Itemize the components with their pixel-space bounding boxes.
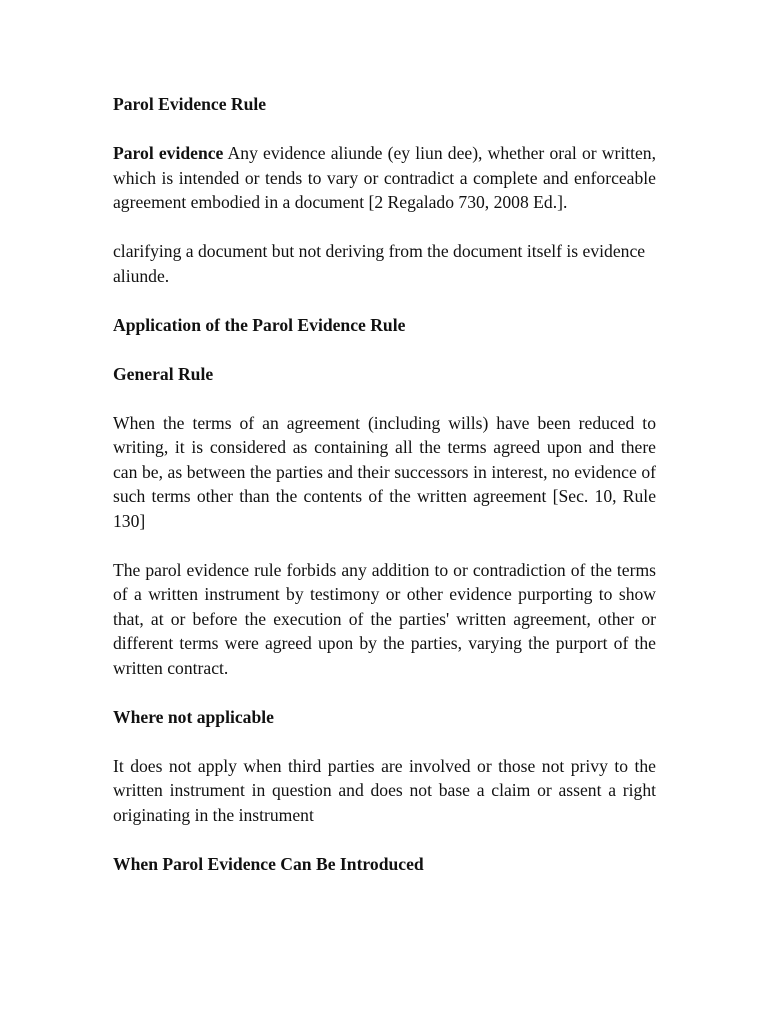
- definition-term: Parol evidence: [113, 143, 224, 163]
- general-rule-paragraph-2: The parol evidence rule forbids any addition to or contradiction of the terms of a written instrument by testimony or other evidence purporting to show that, at or before the execution of the parties' written agreement, other or different terms were agreed upon by the parties, varying the purport of the written contract.: [113, 559, 656, 678]
- definition-paragraph: [113, 141, 656, 215]
- general-rule-paragraph-1: When the terms of an agreement (including wills) have been reduced to writing, it is considered as containing all the terms agreed upon and there can be, as between the parties and their successors in interest, no evidence of such terms other than the contents of the written agreement [Sec. 10, Rule 130]: [113, 412, 656, 531]
- not-applicable-heading: Where not applicable: [113, 706, 274, 727]
- document-title: Parol Evidence Rule: [113, 94, 267, 114]
- general-rule-heading: General Rule: [113, 363, 214, 384]
- application-heading: Application of the Parol Evidence Rule: [113, 314, 406, 335]
- document-page: [113, 92, 656, 901]
- clarification-paragraph: clarifying a document but not deriving from the document itself is evidence aliunde.: [113, 241, 646, 286]
- introduced-heading: When Parol Evidence Can Be Introduced: [113, 853, 424, 874]
- definition-text: Any evidence aliunde (ey liun dee), whether oral or written, which is intended or tends to vary or contradict a complete and enforceable agreement embodied in a document [2 Regalado 730, 2008 Ed.].: [113, 143, 656, 212]
- not-applicable-paragraph: It does not apply when third parties are involved or those not privy to the written instrument in question and does not base a claim or assent a right originating in the instrument: [113, 755, 656, 825]
